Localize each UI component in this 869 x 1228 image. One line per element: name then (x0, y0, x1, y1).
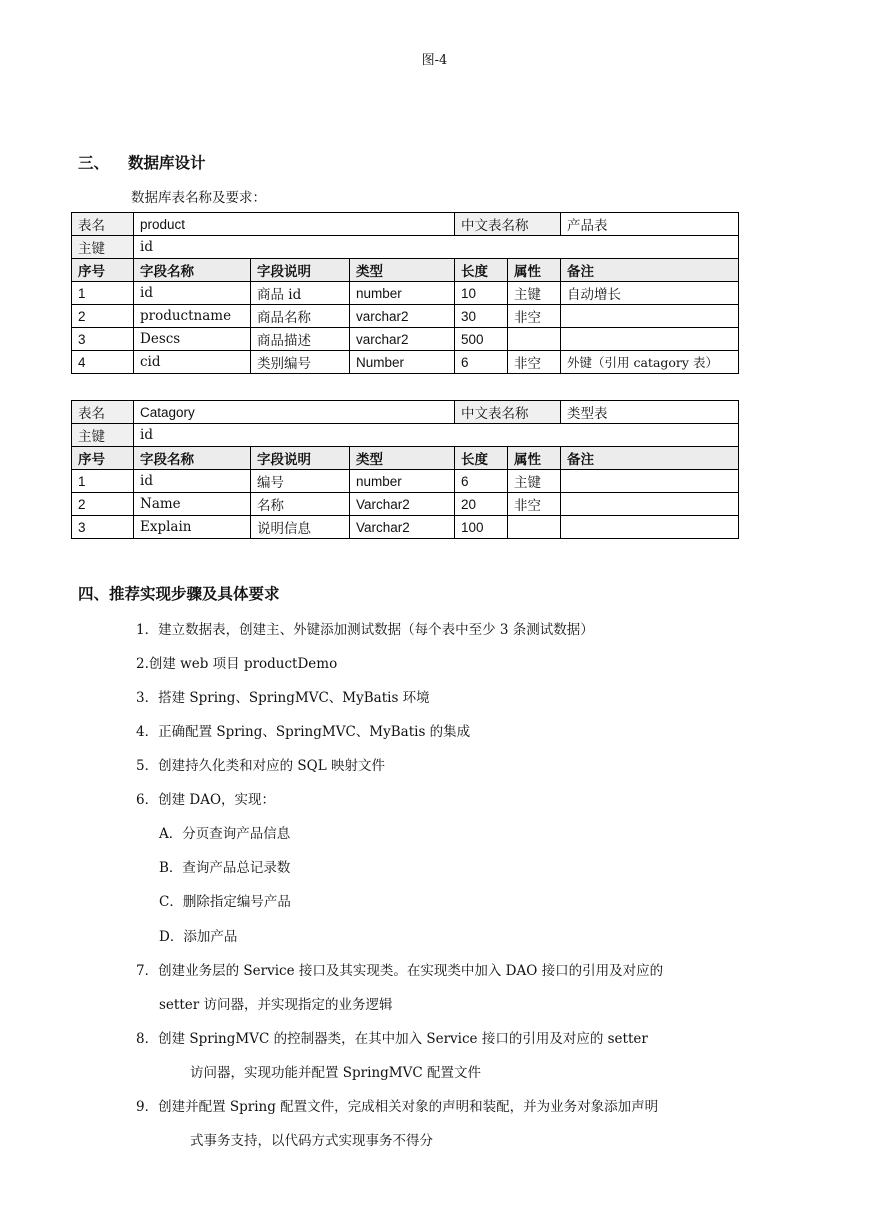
table-cell: id (134, 282, 251, 305)
table-name-row (72, 213, 739, 236)
table-pk-row (72, 424, 739, 447)
table-pk-label: 主键 (72, 424, 134, 447)
substep-c: C．删除指定编号产品 (159, 894, 291, 910)
table-cell: 4 (72, 351, 134, 374)
table-cell: 非空 (508, 493, 561, 516)
section-3-heading (78, 151, 206, 173)
header-cell: 类型 (350, 259, 455, 282)
table-cn-value: 类型表 (561, 401, 739, 424)
table-cell: 商品名称 (251, 305, 350, 328)
table-cell (561, 328, 739, 351)
table-cell: 编号 (251, 470, 350, 493)
table-row (72, 351, 739, 374)
header-cell: 属性 (508, 259, 561, 282)
table-cell (561, 470, 739, 493)
table-cell: 6 (455, 470, 508, 493)
table-cell: 20 (455, 493, 508, 516)
table-cell: 1 (72, 282, 134, 305)
table-cell: Varchar2 (350, 493, 455, 516)
table-pk-label: 主键 (72, 236, 134, 259)
table-cell: 说明信息 (251, 516, 350, 539)
substep-b: B．查询产品总记录数 (159, 860, 291, 876)
table-pk-value: id (134, 236, 739, 259)
table-header-row (72, 447, 739, 470)
table-cell: 3 (72, 516, 134, 539)
step-8: 8．创建 SpringMVC 的控制器类，在其中加入 Service 接口的引用及对应的 setter (136, 1031, 648, 1047)
table-cell (561, 305, 739, 328)
substep-a: A．分页查询产品信息 (159, 826, 291, 842)
section-3-title: 数据库设计 (128, 154, 206, 172)
table-cell: 自动增长 (561, 282, 739, 305)
table-row (72, 470, 739, 493)
table-cell: 1 (72, 470, 134, 493)
table-cell: Number (350, 351, 455, 374)
table-cell: 外键（引用 catagory 表） (561, 351, 739, 374)
table-cell: 500 (455, 328, 508, 351)
table-cell: id (134, 470, 251, 493)
table-cn-value: 产品表 (561, 213, 739, 236)
step-7: 7．创建业务层的 Service 接口及其实现类。在实现类中加入 DAO 接口的引用及对应的 (136, 963, 664, 979)
step-8-continued: 访问器，实现功能并配置 SpringMVC 配置文件 (190, 1065, 481, 1081)
step-9: 9．创建并配置 Spring 配置文件，完成相关对象的声明和装配，并为业务对象添加声明 (136, 1099, 659, 1115)
table-row (72, 328, 739, 351)
step-7-continued: setter 访问器，并实现指定的业务逻辑 (159, 997, 393, 1013)
table-name-value: Catagory (134, 401, 455, 424)
table-cell: Varchar2 (350, 516, 455, 539)
table-cell (561, 516, 739, 539)
step-2: 2.创建 web 项目 productDemo (136, 656, 338, 672)
section-4-heading: 四、推荐实现步骤及具体要求 (78, 585, 280, 603)
table-header-row (72, 259, 739, 282)
step-6: 6．创建 DAO，实现： (136, 792, 276, 808)
step-5: 5．创建持久化类和对应的 SQL 映射文件 (136, 758, 385, 774)
table-cell: varchar2 (350, 328, 455, 351)
header-cell: 字段名称 (134, 259, 251, 282)
header-cell: 长度 (455, 447, 508, 470)
table-cell (561, 493, 739, 516)
header-cell: 序号 (72, 259, 134, 282)
table-name-label: 表名 (72, 401, 134, 424)
section-3-number: 三、 (78, 154, 110, 172)
table-cell: productname (134, 305, 251, 328)
step-9-continued: 式事务支持，以代码方式实现事务不得分 (190, 1133, 433, 1149)
header-cell: 序号 (72, 447, 134, 470)
table-cn-label: 中文表名称 (455, 401, 561, 424)
table-cell: cid (134, 351, 251, 374)
step-3: 3．搭建 Spring、SpringMVC、MyBatis 环境 (136, 690, 430, 706)
table-cell: varchar2 (350, 305, 455, 328)
step-1: 1．建立数据表，创建主、外键添加测试数据（每个表中至少 3 条测试数据） (136, 622, 594, 638)
table-cell: 主键 (508, 470, 561, 493)
header-cell: 类型 (350, 447, 455, 470)
step-4: 4．正确配置 Spring、SpringMVC、MyBatis 的集成 (136, 724, 471, 740)
table-cell (508, 328, 561, 351)
header-cell: 备注 (561, 259, 739, 282)
product-table (71, 212, 739, 374)
table-row (72, 282, 739, 305)
table-cell: 100 (455, 516, 508, 539)
table-cell: Name (134, 493, 251, 516)
table-pk-value: id (134, 424, 739, 447)
table-cell: number (350, 470, 455, 493)
table-name-label: 表名 (72, 213, 134, 236)
table-cell: 2 (72, 493, 134, 516)
table-cell: 2 (72, 305, 134, 328)
header-cell: 字段名称 (134, 447, 251, 470)
table-cell: 非空 (508, 351, 561, 374)
header-cell: 字段说明 (251, 259, 350, 282)
table-row (72, 305, 739, 328)
table-cn-label: 中文表名称 (455, 213, 561, 236)
table-row (72, 493, 739, 516)
header-cell: 长度 (455, 259, 508, 282)
table-row (72, 516, 739, 539)
section-3-intro: 数据库表名称及要求： (131, 190, 266, 206)
figure-caption: 图-4 (421, 53, 448, 68)
table-cell: 30 (455, 305, 508, 328)
table-cell: Descs (134, 328, 251, 351)
table-cell: Explain (134, 516, 251, 539)
table-cell: 10 (455, 282, 508, 305)
table-name-row (72, 401, 739, 424)
table-cell: 主键 (508, 282, 561, 305)
table-cell: number (350, 282, 455, 305)
header-cell: 字段说明 (251, 447, 350, 470)
header-cell: 备注 (561, 447, 739, 470)
table-cell: 6 (455, 351, 508, 374)
header-cell: 属性 (508, 447, 561, 470)
table-cell: 名称 (251, 493, 350, 516)
table-cell: 非空 (508, 305, 561, 328)
table-pk-row (72, 236, 739, 259)
substep-d: D．添加产品 (159, 929, 238, 945)
table-cell: 3 (72, 328, 134, 351)
catagory-table (71, 400, 739, 539)
table-cell: 商品描述 (251, 328, 350, 351)
table-name-value: product (134, 213, 455, 236)
table-cell (508, 516, 561, 539)
table-cell: 类别编号 (251, 351, 350, 374)
table-cell: 商品 id (251, 282, 350, 305)
